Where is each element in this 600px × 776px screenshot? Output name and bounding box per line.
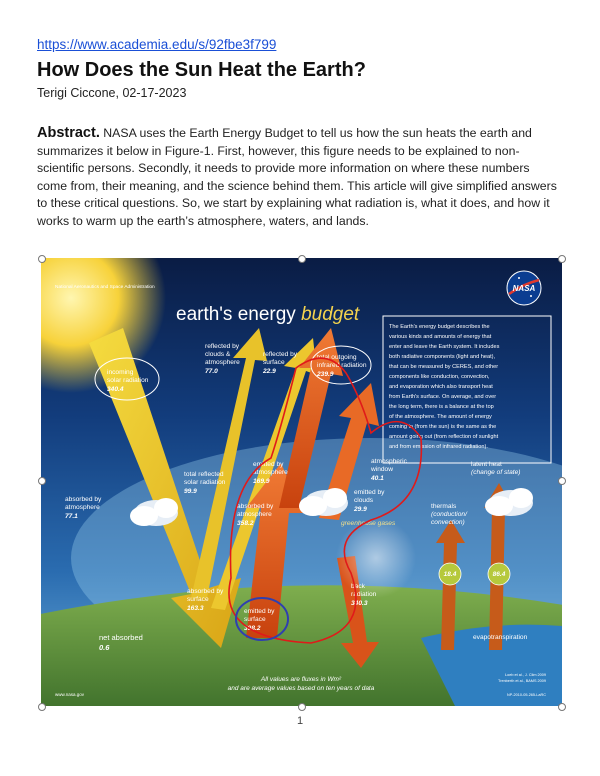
evapotranspiration-label: evapotranspiration: [473, 634, 528, 641]
emitted-surface-label: emitted by surface 398.2: [244, 608, 275, 632]
figure-title: earth's energy budget: [176, 304, 360, 325]
thermals-value: 18.4: [443, 571, 457, 578]
reflected-surface-label: reflected by surface 22.9: [263, 351, 298, 375]
agency-label: National Aeronautics and Space Administration: [55, 285, 155, 290]
resize-handle[interactable]: [38, 255, 46, 263]
absorbed-atm2-label: absorbed by atmosphere 358.2: [237, 503, 274, 527]
abstract-paragraph: [37, 125, 557, 231]
thermals-label: thermals (conduction/ convection): [431, 503, 467, 526]
absorbed-atm-label: absorbed by atmosphere 77.1: [65, 496, 102, 520]
incoming-label: incoming solar radiation 340.4: [107, 369, 149, 393]
author-date: Terigi Ciccone, 02-17-2023: [37, 86, 187, 100]
source-link[interactable]: https://www.academia.edu/s/92fbe3f799: [37, 37, 277, 52]
nasa-credit: www.nasa.gov: [55, 692, 85, 697]
atmospheric-window-label: atmospheric window 40.1: [371, 458, 407, 482]
resize-handle[interactable]: [38, 703, 46, 711]
back-radiation-label: back radiation 340.3: [351, 583, 377, 607]
reference-1: Loeb et al., J. Clim 2009: [505, 673, 546, 677]
svg-text:The Earth's energy budget desc: The Earth's energy budget describes the various kinds and amounts of energy that enter and leave the Earth system. It includes both radiative components (light and heat), that can be measured by CERES, and other components like conduction, convection, and evaporation which also transport heat from Earth's surface. On average, and over the long term, there is a balance at the top of the atmosphere. The amount of energy coming in (from the sun) is the same as the amount going out (from reflection of sunlight and from emission of infrared radiation).: [389, 324, 500, 450]
resize-handle[interactable]: [38, 477, 46, 485]
figure-footer-line2: and are average values based on ten years of data: [227, 685, 375, 692]
reference-2: Trenberth et al., BAMS 2009: [498, 679, 546, 683]
figure-code: NP-2010-05-265-LaRC: [506, 693, 546, 697]
net-absorbed-label: net absorbed 0.6: [99, 633, 143, 652]
figure-footer-line1: All values are fluxes in Wm²: [260, 676, 342, 683]
absorbed-surface-label: absorbed by surface 163.3: [187, 588, 224, 612]
emitted-atm-label: emitted by atmosphere 169.9: [253, 461, 288, 485]
reflected-clouds-label: reflected by clouds & atmosphere 77.0: [205, 343, 240, 375]
total-outgoing-label: total outgoing infrared radiation 239.9: [317, 354, 367, 378]
resize-handle[interactable]: [558, 477, 566, 485]
total-reflected-label: total reflected solar radiation 99.9: [184, 471, 226, 495]
resize-handle[interactable]: [298, 703, 306, 711]
latent-value: 86.4: [492, 571, 506, 578]
resize-handle[interactable]: [558, 703, 566, 711]
abstract-text: NASA uses the Earth Energy Budget to tell us how the sun heats the earth and summarizes it below in Figure-1. First, however, this figure needs to be explained to non-scientific persons. Secondly, it needs to provide more information on where these numbers come from, their meaning, and the science behind them. This article will give simplified answers to these critical questions. So, we start by explaining what radiation is, what it does, and how it works to warm up the earth’s atmosphere, waters, and lands.: [37, 126, 557, 228]
emitted-clouds-label: emitted by clouds 29.9: [354, 489, 385, 513]
resize-handle[interactable]: [558, 255, 566, 263]
page-title: How Does the Sun Heat the Earth?: [37, 59, 366, 81]
energy-budget-figure: [41, 258, 562, 706]
greenhouse-label: greenhouse gases: [341, 520, 396, 527]
resize-handle[interactable]: [298, 255, 306, 263]
page-number: 1: [296, 715, 304, 727]
abstract-heading: Abstract.: [37, 125, 100, 141]
latent-heat-label: latent heat (change of state): [471, 461, 521, 476]
svg-text:NASA: NASA: [512, 284, 536, 293]
nasa-logo: [507, 271, 541, 305]
